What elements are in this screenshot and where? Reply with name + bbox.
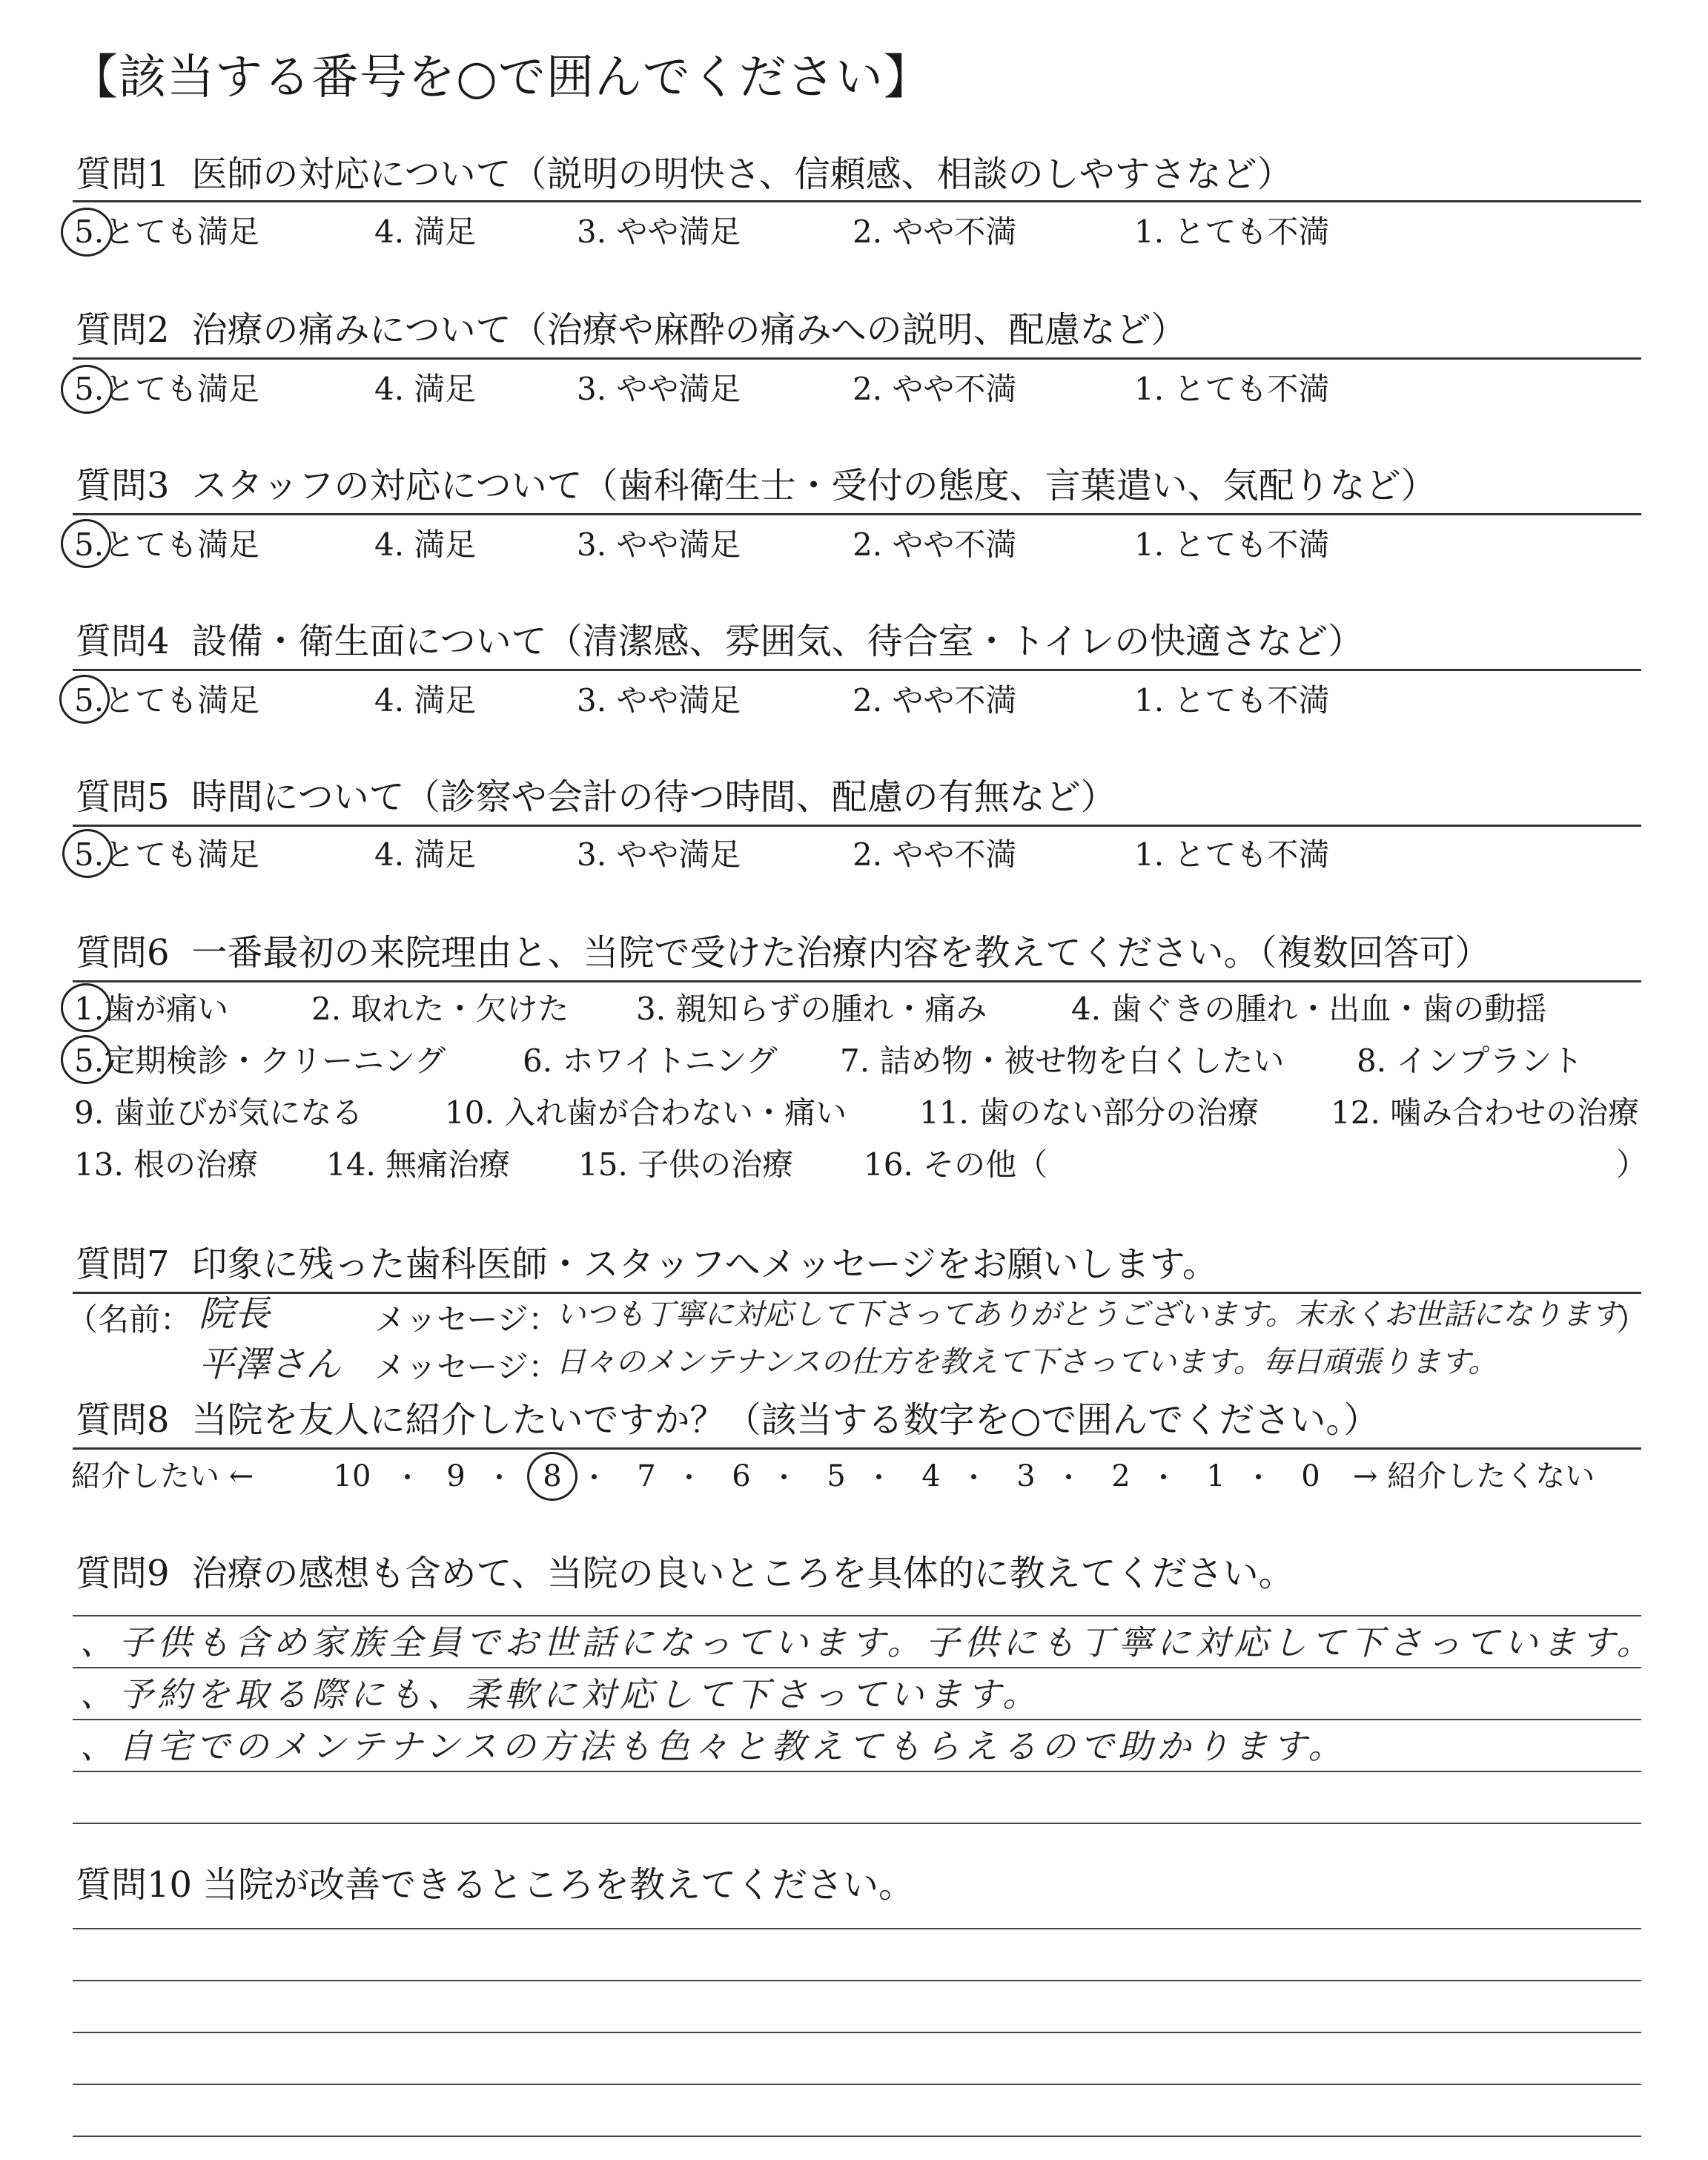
q8-scale-number[interactable]: 10 [333,1459,371,1493]
q8-scale-number[interactable]: 3 [1016,1459,1036,1493]
question-10-title [76,1863,914,1907]
q4-option-1[interactable]: 1. とても不満 [1134,682,1330,719]
q8-separator-dot [1066,1474,1071,1479]
q8-right-label: → 紹介したくない [1353,1459,1595,1493]
question-2-rule [73,357,1641,360]
q6-option-14[interactable]: 14. 無痛治療 [326,1146,511,1183]
q1-option-1[interactable]: 1. とても不満 [1134,214,1330,250]
q1-selection-circle [61,208,113,257]
q6-option-2[interactable]: 2. 取れた・欠けた [311,991,569,1027]
form-header: 【該当する番号を○で囲んでください】 [70,50,932,105]
q9-writing-line-4 [73,1771,1641,1772]
question-6-title [76,931,1491,975]
q6-option-11[interactable]: 11. 歯のない部分の治療 [919,1094,1260,1131]
question-1-title [76,152,1293,196]
question-7-number: 質問7 [76,1244,170,1285]
q9-answer-line-2: 、予約を取る際にも、柔軟に対応して下さっています。 [80,1674,1042,1714]
q1-option-4[interactable]: 4. 満足 [374,214,477,250]
q5-option-5[interactable]: 5.とても満足 [74,836,260,873]
q4-option-4[interactable]: 4. 満足 [374,682,477,719]
q5-option-1[interactable]: 1. とても不満 [1134,836,1330,873]
q2-option-1[interactable]: 1. とても不満 [1134,371,1330,407]
q10-writing-line-5 [73,2136,1641,2137]
q2-option-4[interactable]: 4. 満足 [374,371,477,407]
q7-entry-2-name: 平澤さん [199,1344,342,1385]
question-2-title [76,308,1187,352]
q6-option-16[interactable]: 16. その他（ [864,1146,1048,1183]
q3-option-4[interactable]: 4. 満足 [374,526,477,563]
question-4-rule [73,669,1641,671]
question-2-number: 質問2 [76,309,170,351]
q7-close-paren: ） [1616,1301,1648,1338]
q8-scale-number[interactable]: 8 [543,1459,562,1493]
q5-selection-circle [62,829,113,878]
q10-writing-line-2 [73,1980,1641,1981]
q8-separator-dot [971,1474,976,1479]
q5-option-3[interactable]: 3. やや満足 [577,836,741,873]
q8-selection-circle [527,1452,577,1501]
question-4-number: 質問4 [76,621,170,662]
question-10-number: 質問10 [76,1864,193,1906]
question-5-number: 質問5 [76,776,170,818]
q8-separator-dot [405,1474,410,1479]
q7-entry-2-message: 日々のメンテナンスの仕方を教えて下さっています。毎日頑張ります。 [556,1345,1498,1379]
q2-option-5[interactable]: 5.とても満足 [74,371,260,407]
question-8-rule [73,1447,1641,1450]
q9-writing-line-2 [73,1667,1641,1668]
question-3-text: スタッフの対応について（歯科衛生士・受付の態度、言葉遣い、気配りなど） [191,465,1437,506]
question-9-text: 治療の感想も含めて、当院の良いところを具体的に教えてください。 [191,1553,1294,1594]
q4-option-3[interactable]: 3. やや満足 [577,682,741,719]
q8-scale-number[interactable]: 4 [921,1459,941,1493]
question-8-number: 質問8 [76,1399,170,1441]
question-3-rule [73,513,1641,515]
q6-option-4[interactable]: 4. 歯ぐきの腫れ・出血・歯の動揺 [1071,991,1547,1027]
question-6-text: 一番最初の来院理由と、当院で受けた治療内容を教えてください。（複数回答可） [191,932,1491,974]
question-1-text: 医師の対応について（説明の明快さ、信頼感、相談のしやすさなど） [191,153,1293,195]
q5-option-2[interactable]: 2. やや不満 [853,836,1017,873]
q6-option-15[interactable]: 15. 子供の治療 [578,1146,794,1183]
q8-scale-number[interactable]: 2 [1111,1459,1131,1493]
question-3-title [76,463,1437,508]
q8-scale-number[interactable]: 5 [827,1459,846,1493]
q10-writing-line-1 [73,1928,1641,1929]
q8-separator-dot [686,1474,692,1479]
question-6-number: 質問6 [76,932,170,974]
q6-option-12[interactable]: 12. 噛み合わせの治療 [1331,1094,1640,1131]
q4-option-5[interactable]: 5.とても満足 [74,682,260,719]
q1-option-5[interactable]: 5.とても満足 [74,214,260,250]
question-8-text: 当院を友人に紹介したいですか？（該当する数字を○で囲んでください。） [191,1399,1380,1441]
question-7-text: 印象に残った歯科医師・スタッフへメッセージをお願いします。 [191,1244,1218,1285]
question-5-rule [73,825,1641,827]
q4-selection-circle [59,675,110,724]
question-8-title [76,1398,1379,1442]
question-4-title [76,619,1363,664]
question-1-number: 質問1 [76,153,170,195]
q3-option-5[interactable]: 5.とても満足 [74,526,260,563]
q6-option-3[interactable]: 3. 親知らずの腫れ・痛み [636,991,987,1027]
q8-separator-dot [1256,1474,1261,1479]
q1-option-2[interactable]: 2. やや不満 [853,214,1017,250]
q8-separator-dot [781,1474,787,1479]
q8-separator-dot [497,1474,502,1479]
q2-option-2[interactable]: 2. やや不満 [853,371,1017,407]
q9-writing-line-5 [73,1823,1641,1824]
q2-option-3[interactable]: 3. やや満足 [577,371,741,407]
question-3-number: 質問3 [76,465,170,506]
q4-option-2[interactable]: 2. やや不満 [853,682,1017,719]
question-10-text: 当院が改善できるところを教えてください。 [202,1864,915,1906]
q9-answer-line-3: 、自宅でのメンテナンスの方法も色々と教えてもらえるので助かります。 [80,1726,1347,1766]
q7-message-label-1: メッセージ： [374,1301,560,1338]
q10-writing-line-3 [73,2032,1641,2033]
q9-writing-line-3 [73,1719,1641,1720]
q3-option-3[interactable]: 3. やや満足 [577,526,741,563]
q8-scale-number[interactable]: 7 [637,1459,656,1493]
q6-other-close-paren: ） [1616,1146,1648,1183]
question-9-number: 質問9 [76,1553,170,1594]
question-9-title [76,1551,1294,1596]
question-6-rule [73,980,1641,982]
q8-left-label: 紹介したい ← [71,1459,254,1493]
q6-option-13[interactable]: 13. 根の治療 [74,1146,259,1183]
q8-separator-dot [1161,1474,1166,1479]
q5-option-4[interactable]: 4. 満足 [374,836,477,873]
q6-option-1[interactable]: 1.歯が痛い [74,991,229,1027]
q6-option-9[interactable]: 9. 歯並びが気になる [74,1094,363,1131]
q9-writing-line-1 [73,1615,1641,1616]
q8-separator-dot [592,1474,597,1479]
q9-answer-line-1: 、子供も含め家族全員でお世話になっています。子供にも丁寧に対応して下さっています。 [80,1622,1655,1662]
q8-separator-dot [876,1474,881,1479]
q6-option-5[interactable]: 5.定期検診・クリーニング [74,1043,446,1079]
question-4-text: 設備・衛生面について（清潔感、雰囲気、待合室・トイレの快適さなど） [191,621,1364,662]
question-2-text: 治療の痛みについて（治療や麻酔の痛みへの説明、配慮など） [191,309,1187,351]
q7-entry-1-name: 院長 [199,1293,271,1335]
q8-scale-number[interactable]: 6 [732,1459,751,1493]
question-7-title [76,1242,1218,1287]
q7-message-label-2: メッセージ： [374,1349,560,1385]
q6-option-10[interactable]: 10. 入れ歯が合わない・痛い [445,1094,847,1131]
q2-selection-circle [61,365,113,414]
question-5-text: 時間について（診察や会計の待つ時間、配慮の有無など） [191,776,1116,818]
q6-selection-circle-5 [61,1035,111,1084]
q8-scale-number[interactable]: 0 [1301,1459,1320,1493]
q6-selection-circle-1 [61,983,111,1032]
question-5-title [76,775,1116,819]
q8-scale-number[interactable]: 1 [1206,1459,1225,1493]
q6-option-6[interactable]: 6. ホワイトニング [523,1043,778,1079]
question-1-rule [73,200,1641,202]
q10-writing-line-4 [73,2084,1641,2085]
q3-selection-circle [61,519,111,568]
question-7-rule [73,1292,1641,1294]
q3-option-2[interactable]: 2. やや不満 [853,526,1017,563]
q7-name-label: （名前： [67,1301,192,1338]
q6-option-8[interactable]: 8. インプラント [1357,1043,1583,1079]
q7-entry-1-message: いつも丁寧に対応して下さってありがとうございます。末永くお世話になります [556,1298,1621,1332]
q3-option-1[interactable]: 1. とても不満 [1134,526,1330,563]
q8-scale-number[interactable]: 9 [446,1459,466,1493]
q6-option-7[interactable]: 7. 詰め物・被せ物を白くしたい [840,1043,1285,1079]
q1-option-3[interactable]: 3. やや満足 [577,214,741,250]
